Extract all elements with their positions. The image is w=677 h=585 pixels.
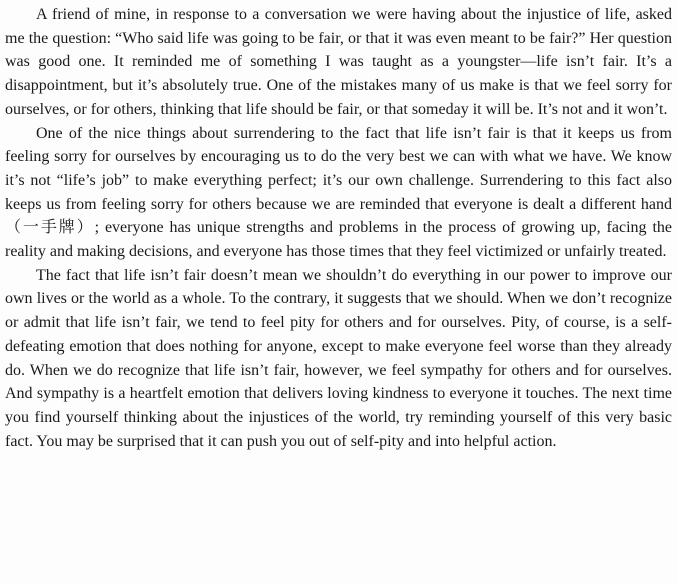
- paragraph-3: The fact that life isn’t fair doesn’t mean we shouldn’t do everything in our power to improve our own lives or the world as a whole. To the contrary, it suggests that we should. When we don’t recognize or admit that life isn’t fair, we tend to feel pity for others and for ourselves. Pity, of course, is a self-defeating emotion that does nothing for anyone, except to make everyone feel worse than they already do. When we do recognize that life isn’t fair, however, we feel sympathy for others and for ourselves. And sympathy is a heartfelt emotion that delivers loving kindness to everyone it touches. The next time you find yourself thinking about the injustices of the world, try reminding yourself of this very basic fact. You may be surprised that it can push you out of self-pity and into helpful action.: [5, 266, 672, 450]
- paragraph-2: One of the nice things about surrendering to the fact that life isn’t fair is that it keeps us from feeling sorry for ourselves by encouraging us to do the very best we can with what we have. We know it’s not “life’s job” to make everything perfect; it’s our own challenge. Surrendering to this fact also keeps us from feeling sorry for others because we are reminded that everyone is dealt a different hand（一手牌）; everyone has unique strengths and problems in the process of growing up, facing the reality and making decisions, and everyone has those times that they feel victimized or unfairly treated.: [5, 124, 672, 261]
- paragraph-1: A friend of mine, in response to a conversation we were having about the injustice of life, asked me the question: “Who said life was going to be fair, or that it was even meant to be fair?” Her question was good one. It reminded me of something I was taught as a youngster—life isn’t fair. It’s a disappointment, but it’s absolutely true. One of the mistakes many of us make is that we feel sorry for ourselves, or for others, thinking that life should be fair, or that someday it will be. It’s not and it won’t.: [5, 6, 672, 118]
